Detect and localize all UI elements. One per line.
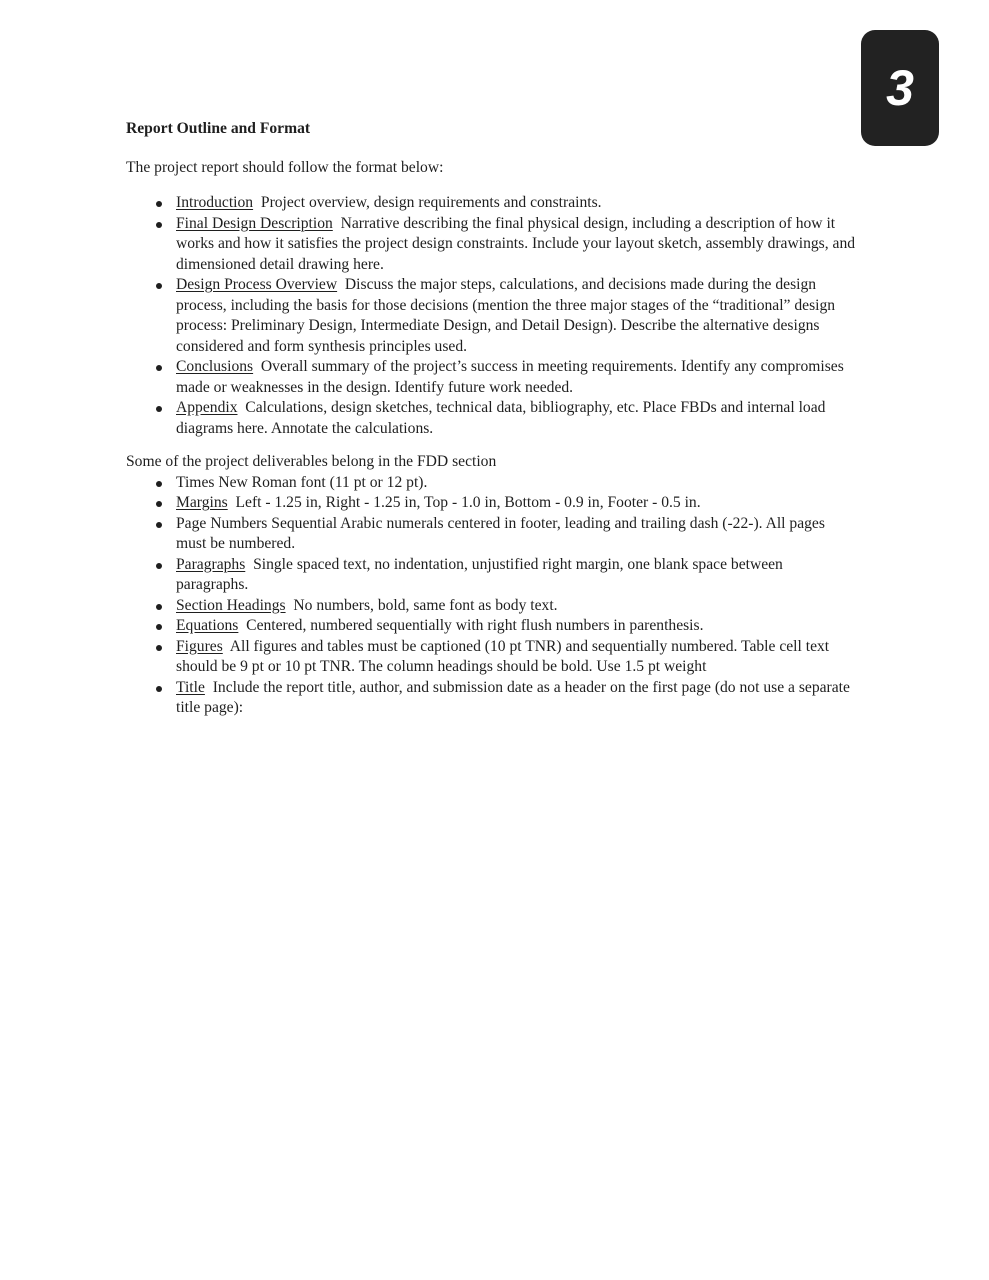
page-number-badge: 3 (861, 30, 939, 146)
list-item-font (176, 473, 856, 494)
list-item-conclusions (176, 357, 856, 398)
desc-paragraphs: Single spaced text, no indentation, unjustified right margin, one blank space between paragraphs. (176, 555, 783, 593)
list-item-paragraphs (176, 555, 856, 596)
document-body (126, 119, 856, 719)
term-appendix: Appendix (176, 399, 238, 416)
desc-final-design: Narrative describing the final physical design, including a description of how it works and how it satisfies the project design constraints. Include your layout sketch, assembly drawings, and dimensioned detail drawing here. (176, 214, 856, 273)
intro-paragraph: The project report should follow the format below: (126, 158, 444, 176)
desc-title: Include the report title, author, and submission date as a header on the first page (do not use a separate title page): (176, 678, 850, 716)
desc-figures: All figures and tables must be captioned (10 pt TNR) and sequentially numbered. Table cell text should be 9 pt or 10 pt TNR. The column headings should be bold. Use 1.5 pt weight (176, 637, 830, 675)
deliverables-intro: Some of the project deliverables belong in the FDD section (126, 453, 497, 470)
term-paragraphs: Paragraphs (176, 555, 246, 573)
report-heading: Report Outline and Format (126, 120, 311, 137)
desc-appendix: Calculations, design sketches, technical data, bibliography, etc. Place FBDs and internal load diagrams here. Annotate the calculations. (176, 399, 826, 437)
term-design-process: Design Process Overview (176, 276, 338, 293)
list-item-final-design (176, 214, 856, 276)
list-item-page-numbers (176, 514, 856, 555)
term-conclusions: Conclusions (176, 358, 254, 375)
format-rules-list (126, 473, 856, 719)
desc-font: Times New Roman font (11 pt or 12 pt). (176, 473, 428, 491)
list-item-equations (176, 616, 856, 637)
term-figures: Figures (176, 637, 223, 655)
desc-margins: Left - 1.25 in, Right - 1.25 in, Top - 1.0 in, Bottom - 0.9 in, Footer - 0.5 in. (235, 494, 701, 511)
term-final-design: Final Design Description (176, 214, 333, 232)
list-item-appendix (176, 398, 856, 439)
list-item-introduction (176, 193, 856, 214)
desc-section-headings: No numbers, bold, same font as body text. (293, 596, 558, 614)
term-equations: Equations (176, 617, 239, 634)
desc-equations: Centered, numbered sequentially with right flush numbers in parenthesis. (246, 617, 704, 634)
term-section-headings: Section Headings (176, 596, 286, 614)
term-margins: Margins (176, 494, 228, 511)
desc-introduction: Project overview, design requirements and constraints. (260, 194, 602, 211)
term-introduction: Introduction (176, 194, 254, 211)
list-item-section-headings (176, 596, 856, 617)
desc-page-numbers: Page Numbers Sequential Arabic numerals centered in footer, leading and trailing dash (-22-). All pages must be numbered. (176, 514, 825, 552)
term-title: Title (176, 678, 205, 696)
list-item-design-process (176, 275, 856, 357)
list-item-margins (176, 493, 856, 514)
list-item-title (176, 678, 856, 719)
desc-design-process: Discuss the major steps, calculations, and decisions made during the design process, including the basis for those decisions (mention the three major stages of the “traditional” design process: Preliminary Design, Intermediate Design, and Detail Design). Describe the alternative designs considered and form synthesis principles used. (176, 276, 836, 355)
desc-conclusions: Overall summary of the project’s success in meeting requirements. Identify any compromises made or weaknesses in the design. Identify future work needed. (176, 358, 844, 396)
report-sections-list (126, 193, 856, 439)
list-item-figures (176, 637, 856, 678)
